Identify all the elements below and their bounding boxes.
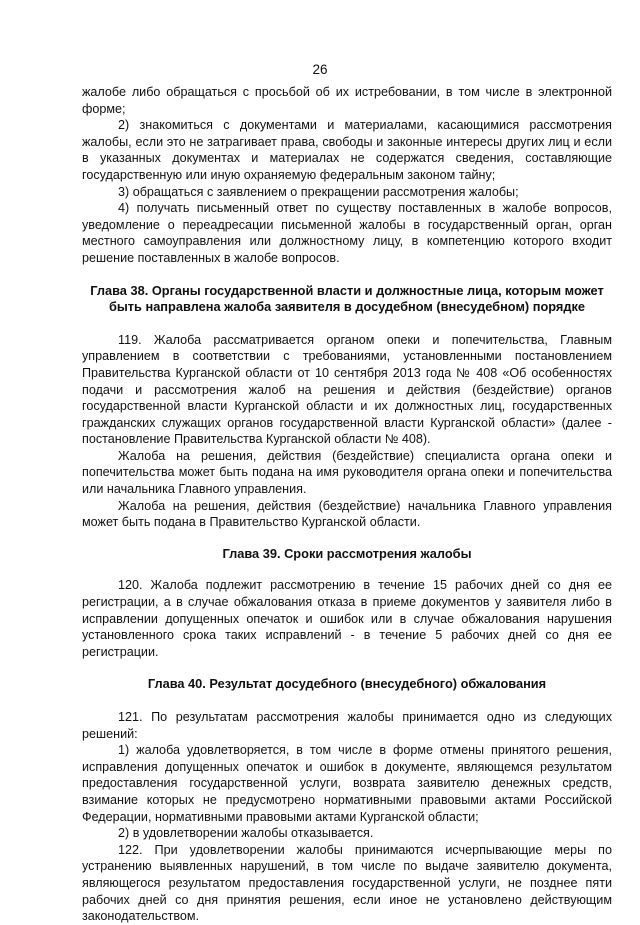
page-number: 26 [312, 62, 328, 77]
paragraph-right-3: 3) обращаться с заявлением о прекращении рассмотрения жалобы; [118, 184, 519, 199]
paragraph-complaint-specialist: Жалоба на решения, действия (бездействие) специалиста органа опеки и попечительства может быть подана на имя руководителя органа опеки и попечительства или начальника Главного управления. [82, 448, 612, 497]
paragraph-121: 121. По результатам рассмотрения жалобы принимается одно из следующих решений: [82, 710, 612, 741]
chapter-39-heading: Глава 39. Сроки рассмотрения жалобы [222, 545, 472, 561]
paragraph-right-2: 2) знакомиться с документами и материалами, касающимися рассмотрения жалобы, если это не затрагивает права, свободы и законные интересы других лиц и если в указанных документах и материалах не содержатся сведения, составляющие государственную или иную охраняемую федеральным законом тайну; [82, 118, 612, 182]
paragraph-121-option-2: 2) в удовлетворении жалобы отказывается. [118, 826, 374, 841]
chapter-40-heading: Глава 40. Результат досудебного (внесудебного) обжалования [147, 676, 547, 692]
paragraph-continuation: жалобе либо обращаться с просьбой об их истребовании, в том числе в электронной форме; [82, 85, 612, 116]
paragraph-120: 120. Жалоба подлежит рассмотрению в течение 15 рабочих дней со дня ее регистрации, а в случае обжалования отказа в приеме документов у заявителя либо в исправлении допущенных опечаток и ошибок или в случае обжалования нарушения установленного срока таких исправлений - в течение 5 рабочих дней со дня ее регистрации. [82, 578, 612, 659]
paragraph-119: 119. Жалоба рассматривается органом опеки и попечительства, Главным управлением в соответствии с требованиями, установленными постановлением Правительства Курганской области от 10 сентября 2013 года № 408 «Об особенностях подачи и рассмотрения жалоб на решения и действия (бездействие) органов государственной власти Курганской области и их должностных лиц, государственных гражданских служащих органов государственной власти Курганской области» (далее - постановление Правительства Курганской области № 408). [82, 332, 612, 447]
chapter-38-heading: Глава 38. Органы государственной власти и должностные лица, которым может быть направлена жалоба заявителя в досудебном (внесудебном) порядке [90, 282, 604, 315]
paragraph-complaint-chief: Жалоба на решения, действия (бездействие) начальника Главного управления может быть подана в Правительство Курганской области. [82, 498, 612, 530]
paragraph-121-option-1: 1) жалоба удовлетворяется, в том числе в форме отмены принятого решения, исправления допущенных опечаток и ошибок в документе, являющемся результатом предоставления государственной услуги, возврата заявителю денежных средств, взимание которых не предусмотрено нормативными правовыми актами Российской Федерации, нормативными правовыми актами Курганской области; [82, 743, 612, 824]
paragraph-right-4: 4) получать письменный ответ по существу поставленных в жалобе вопросов, уведомление о переадресации письменной жалобы в государственный орган, орган местного самоуправления или должностному лицу, в компетенцию которого входит решение поставленных в жалобе вопросов. [82, 201, 612, 265]
document-body [82, 84, 612, 925]
paragraph-122: 122. При удовлетворении жалобы принимаются исчерпывающие меры по устранению выявленных нарушений, в том числе по выдаче заявителю документа, являющегося результатом предоставления государственной услуги, не позднее пяти рабочих дней со дня принятия решения, если иное не установлено действующим законодательством. [82, 842, 612, 924]
